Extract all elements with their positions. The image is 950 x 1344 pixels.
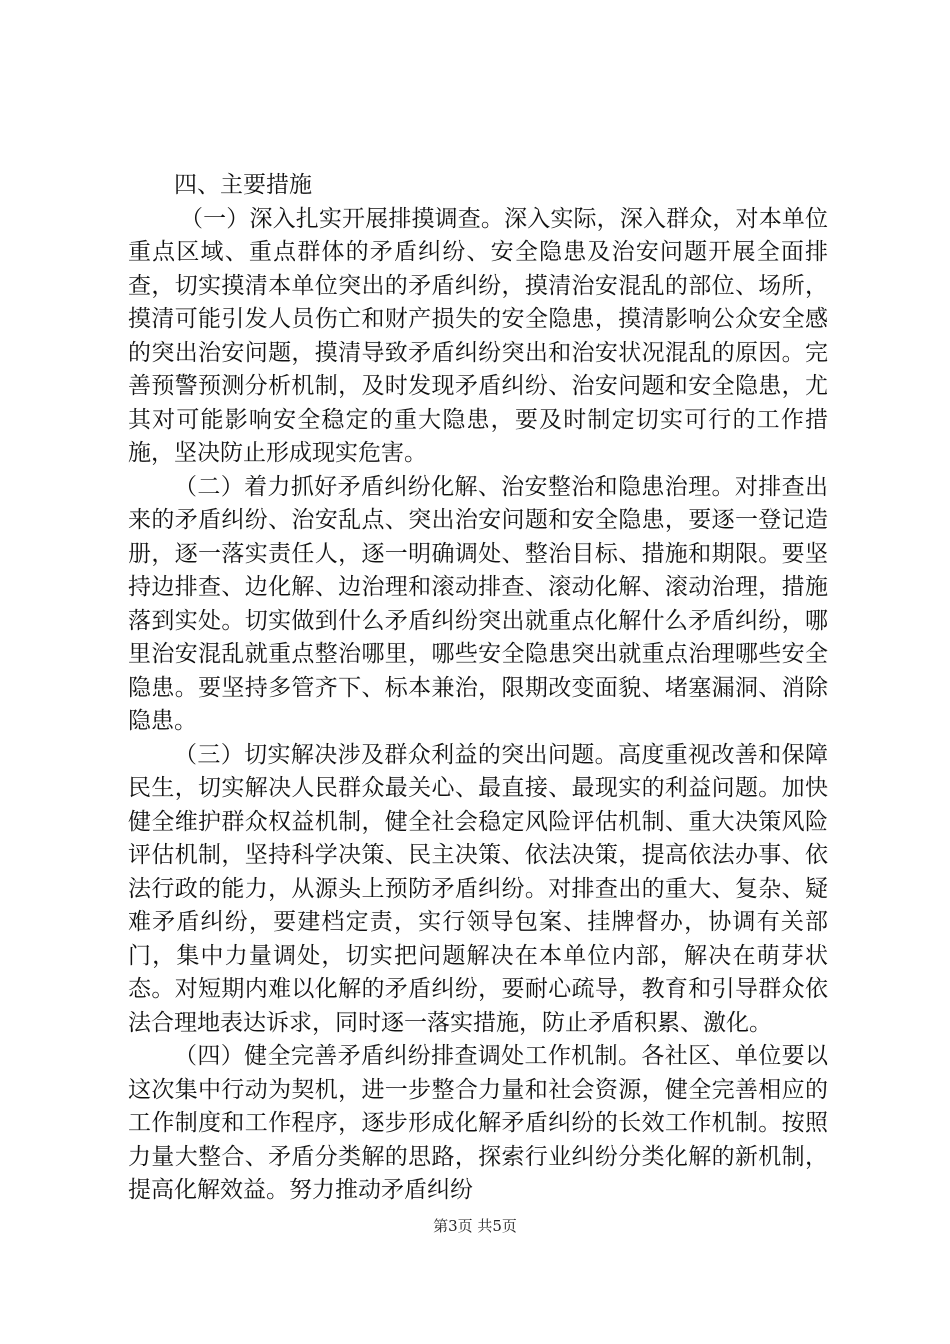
section-heading: 四、主要措施	[174, 172, 312, 198]
paragraph-1: （一）深入扎实开展排摸调查。深入实际，深入群众，对本单位重点区域、重点群体的矛盾纠纷、安全隐患及治安问题开展全面排查，切实摸清本单位突出的矛盾纠纷，摸清治安混乱的部位、场所，摸清可能引发人员伤亡和财产损失的安全隐患，摸清影响公众安全感的突出治安问题，摸清导致矛盾纠纷突出和治安状况混乱的原因。完善预警预测分析机制，及时发现矛盾纠纷、治安问题和安全隐患，尤其对可能影响安全稳定的重大隐患，要及时制定切实可行的工作措施，坚决防止形成现实危害。	[128, 205, 828, 466]
page-number-footer: 第3页 共5页	[433, 1217, 517, 1235]
paragraph-3: （三）切实解决涉及群众利益的突出问题。高度重视改善和保障民生，切实解决人民群众最关心、最直接、最现实的利益问题。加快健全维护群众权益机制，健全社会稳定风险评估机制、重大决策风险评估机制，坚持科学决策、民主决策、依法决策，提高依法办事、依法行政的能力，从源头上预防矛盾纠纷。对排查出的重大、复杂、疑难矛盾纠纷，要建档定责，实行领导包案、挂牌督办，协调有关部门，集中力量调处，切实把问题解决在本单位内部，解决在萌芽状态。对短期内难以化解的矛盾纠纷，要耐心疏导，教育和引导群众依法合理地表达诉求，同时逐一落实措施，防止矛盾积累、激化。	[128, 741, 828, 1036]
paragraph-2: （二）着力抓好矛盾纠纷化解、治安整治和隐患治理。对排查出来的矛盾纠纷、治安乱点、突出治安问题和安全隐患，要逐一登记造册，逐一落实责任人，逐一明确调处、整治目标、措施和期限。要坚持边排查、边化解、边治理和滚动排查、滚动化解、滚动治理，措施落到实处。切实做到什么矛盾纠纷突出就重点化解什么矛盾纠纷，哪里治安混乱就重点整治哪里，哪些安全隐患突出就重点治理哪些安全隐患。要坚持多管齐下、标本兼治，限期改变面貌、堵塞漏洞、消除隐患。	[128, 473, 828, 734]
document-body	[128, 169, 828, 1208]
paragraph-4: （四）健全完善矛盾纠纷排查调处工作机制。各社区、单位要以这次集中行动为契机，进一步整合力量和社会资源，健全完善相应的工作制度和工作程序，逐步形成化解矛盾纠纷的长效工作机制。按照力量大整合、矛盾分类解的思路，探索行业纠纷分类化解的新机制，提高化解效益。努力推动矛盾纠纷	[128, 1043, 828, 1203]
